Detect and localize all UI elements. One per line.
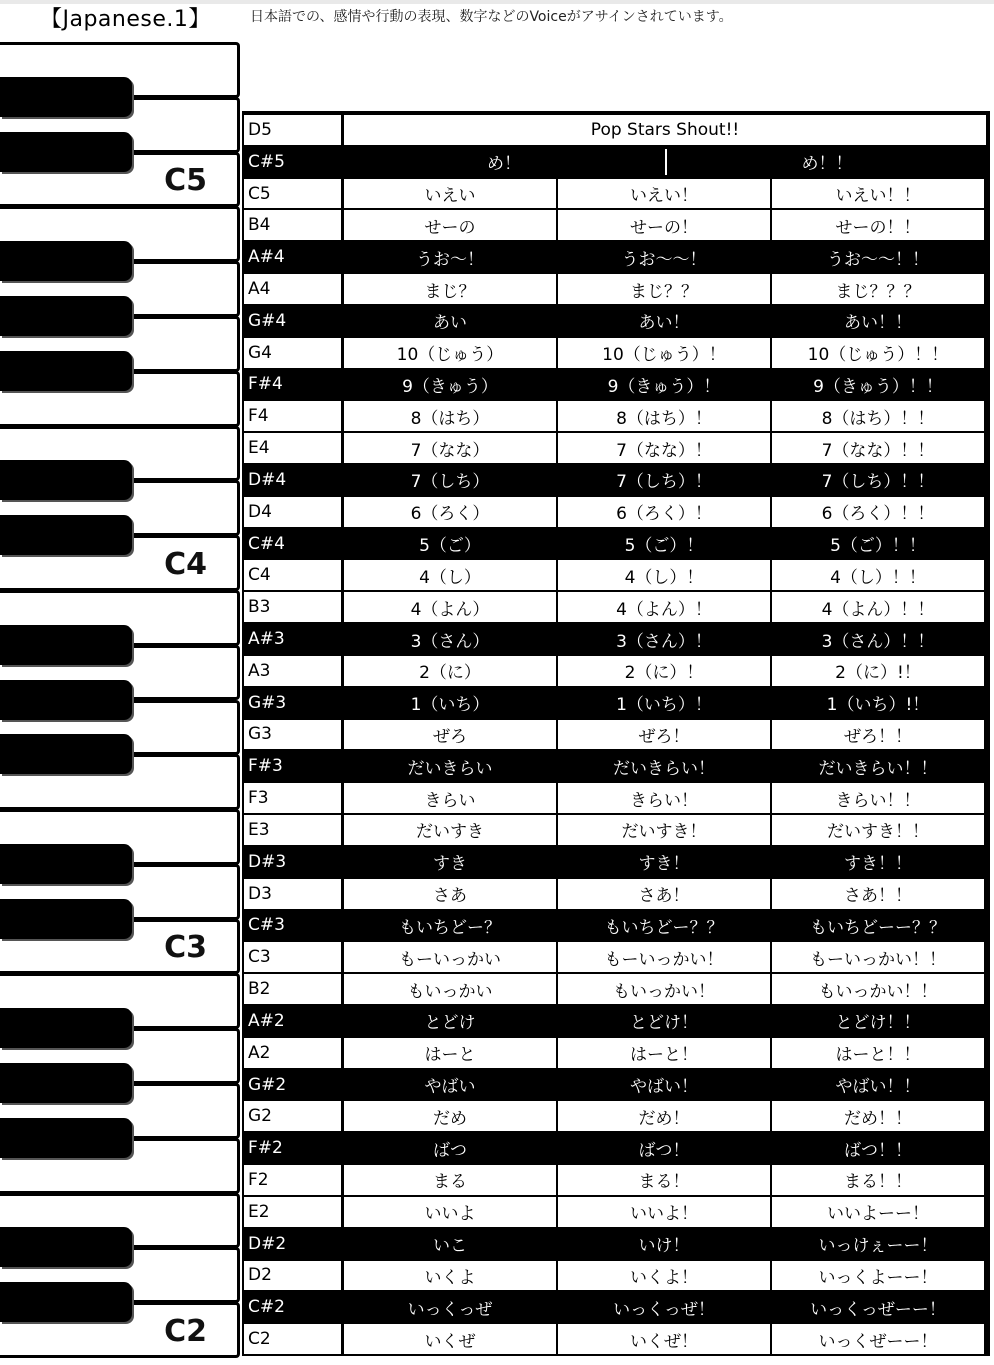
voice-cell: さあ	[344, 879, 556, 909]
voice-cell: もーいっかい！！	[772, 942, 984, 972]
voice-cell: まる	[344, 1165, 556, 1195]
voice-cell: いっくっぜーー！	[772, 1292, 984, 1322]
table-row	[242, 846, 990, 878]
voice-cell: 9（きゅう）！！	[772, 370, 984, 400]
table-row	[242, 1291, 990, 1323]
note-cell: F#2	[244, 1133, 341, 1163]
table-row	[242, 878, 990, 910]
note-cell: B4	[244, 210, 341, 240]
voice-cell: あい	[344, 306, 556, 336]
table-row	[242, 1037, 990, 1069]
note-cell: C#4	[244, 529, 341, 559]
note-cell: C2	[244, 1324, 341, 1354]
table-row	[242, 209, 990, 241]
piano-keyboard	[0, 0, 245, 1365]
voice-cell: だいすき！	[558, 815, 770, 845]
note-cell: C#2	[244, 1292, 341, 1322]
voice-cell: 7（しち）！	[558, 465, 770, 495]
voice-cell: とどけ！	[558, 1006, 770, 1036]
voice-cell: 8（はち）！	[558, 401, 770, 431]
voice-cell: だいすき！！	[772, 815, 984, 845]
octave-label: C4	[164, 546, 207, 582]
voice-cell: もーいっかい	[344, 942, 556, 972]
voice-cell: 4（し）	[344, 560, 556, 590]
black-key[interactable]	[0, 680, 132, 720]
voice-cell: 4（し）！！	[772, 560, 984, 590]
note-cell: B3	[244, 592, 341, 622]
voice-cell: 5（ご）！！	[772, 529, 984, 559]
table-row	[242, 496, 990, 528]
note-cell: D#3	[244, 847, 341, 877]
voice-cell: 4（よん）！	[558, 592, 770, 622]
voice-cell: 4（し）！	[558, 560, 770, 590]
voice-cell: 1（いち）	[344, 688, 556, 718]
voice-cell: 10（じゅう）！！	[772, 338, 984, 368]
voice-cell: もいちどー？？	[558, 911, 770, 941]
voice-cell: はーと！！	[772, 1038, 984, 1068]
voice-cell: 7（なな）！！	[772, 433, 984, 463]
voice-cell: あい！	[558, 306, 770, 336]
note-cell: G3	[244, 720, 341, 750]
voice-cell: すき！	[558, 847, 770, 877]
voice-cell: いくよ！	[558, 1261, 770, 1291]
note-cell: D4	[244, 497, 341, 527]
table-row	[242, 241, 990, 273]
page-title: 【Japanese.1】	[40, 7, 211, 32]
note-cell: G4	[244, 338, 341, 368]
voice-cell: きらい	[344, 783, 556, 813]
table-row	[242, 114, 990, 146]
voice-cell: ばつ	[344, 1133, 556, 1163]
voice-cell: いくよ	[344, 1261, 556, 1291]
voice-cell: 9（きゅう）！	[558, 370, 770, 400]
voice-cell: 8（はち）	[344, 401, 556, 431]
voice-cell: さあ！！	[772, 879, 984, 909]
voice-cell: やばい	[344, 1070, 556, 1100]
voice-cell: いいよーー！	[772, 1197, 984, 1227]
voice-cell: せーの！！	[772, 210, 984, 240]
note-cell: F#4	[244, 370, 341, 400]
voice-table	[242, 111, 990, 1356]
voice-cell: いくぜ	[344, 1324, 556, 1354]
black-key[interactable]	[0, 132, 132, 172]
table-row	[242, 719, 990, 751]
voice-cell: だいきらい！！	[772, 751, 984, 781]
black-key[interactable]	[0, 515, 132, 555]
voice-cell: いくぜ！	[558, 1324, 770, 1354]
note-cell: D#2	[244, 1229, 341, 1259]
black-key[interactable]	[0, 1227, 132, 1267]
pair-divider	[665, 149, 667, 175]
table-row	[242, 559, 990, 591]
voice-cell: はーと！	[558, 1038, 770, 1068]
page-description: 日本語での、感情や行動の表現、数字などのVoiceがアサインされています。	[250, 9, 733, 25]
table-row	[242, 305, 990, 337]
table-row	[242, 1100, 990, 1132]
voice-cell: やばい！	[558, 1070, 770, 1100]
black-key[interactable]	[0, 460, 132, 500]
note-cell: D5	[244, 115, 341, 145]
note-cell: G#3	[244, 688, 341, 718]
voice-cell: だいきらい！	[558, 751, 770, 781]
table-row	[242, 1260, 990, 1292]
voice-cell: だいすき	[344, 815, 556, 845]
table-row	[242, 1196, 990, 1228]
voice-cell: 7（なな）	[344, 433, 556, 463]
black-key[interactable]	[0, 1063, 132, 1103]
voice-cell: 7（なな）！	[558, 433, 770, 463]
voice-cell: もいっかい！	[558, 974, 770, 1004]
voice-cell: 2（に）	[344, 656, 556, 686]
voice-cell: いえい	[344, 179, 556, 209]
voice-cell: Pop Stars Shout!!	[344, 115, 986, 145]
voice-cell: いけ！	[558, 1229, 770, 1259]
voice-cell: もーいっかい！	[558, 942, 770, 972]
voice-cell: まる！	[558, 1165, 770, 1195]
note-cell: C#5	[244, 147, 341, 177]
table-row	[242, 146, 990, 178]
black-key[interactable]	[0, 351, 132, 391]
voice-cell: 4（よん）！！	[772, 592, 984, 622]
table-row	[242, 1164, 990, 1196]
note-cell: A#2	[244, 1006, 341, 1036]
voice-cell: きらい！！	[772, 783, 984, 813]
table-row	[242, 528, 990, 560]
note-cell: F2	[244, 1165, 341, 1195]
voice-cell: さあ！	[558, 879, 770, 909]
octave-label: C3	[164, 930, 207, 966]
voice-cell: 1（いち）！	[558, 688, 770, 718]
voice-cell: ぜろ	[344, 720, 556, 750]
table-row	[242, 273, 990, 305]
voice-cell: だいきらい	[344, 751, 556, 781]
voice-cell: いっくっぜ	[344, 1292, 556, 1322]
black-key[interactable]	[0, 241, 132, 281]
voice-cell: もいちどー？	[344, 911, 556, 941]
note-cell: C3	[244, 942, 341, 972]
voice-cell: まる！！	[772, 1165, 984, 1195]
table-row	[242, 941, 990, 973]
voice-cell: まじ？？？	[772, 274, 984, 304]
voice-cell: とどけ	[344, 1006, 556, 1036]
voice-cell: 3（さん）	[344, 624, 556, 654]
voice-cell: いっくよーー！	[772, 1261, 984, 1291]
black-key[interactable]	[0, 77, 132, 117]
note-cell: E4	[244, 433, 341, 463]
table-row	[242, 814, 990, 846]
voice-cell: 1（いち）!！	[772, 688, 984, 718]
voice-cell: 6（ろく）	[344, 497, 556, 527]
voice-cell: 2（に）!！	[772, 656, 984, 686]
note-cell: C#3	[244, 911, 341, 941]
note-cell: G#2	[244, 1070, 341, 1100]
octave-label: C2	[164, 1313, 207, 1349]
voice-cell: とどけ！！	[772, 1006, 984, 1036]
table-row	[242, 687, 990, 719]
table-row	[242, 432, 990, 464]
voice-cell: ぜろ！！	[772, 720, 984, 750]
table-row	[242, 591, 990, 623]
table-row	[242, 1323, 990, 1355]
voice-cell: だめ！	[558, 1101, 770, 1131]
voice-cell: もいっかい	[344, 974, 556, 1004]
voice-cell: いっくぜーー！	[772, 1324, 984, 1354]
table-row	[242, 655, 990, 687]
note-cell: G#4	[244, 306, 341, 336]
table-row	[242, 623, 990, 655]
voice-cell: あい！！	[772, 306, 984, 336]
table-row	[242, 337, 990, 369]
table-row	[242, 782, 990, 814]
voice-cell: 8（はち）！！	[772, 401, 984, 431]
note-cell: E3	[244, 815, 341, 845]
voice-cell: すき	[344, 847, 556, 877]
table-row	[242, 1005, 990, 1037]
table-row	[242, 1228, 990, 1260]
voice-cell: もいっかい！！	[772, 974, 984, 1004]
voice-cell: いえい！！	[772, 179, 984, 209]
black-key[interactable]	[0, 844, 132, 884]
voice-cell: ばつ！！	[772, 1133, 984, 1163]
octave-label: C5	[164, 163, 207, 199]
note-cell: F4	[244, 401, 341, 431]
voice-cell: 5（ご）！	[558, 529, 770, 559]
voice-cell: すき！！	[772, 847, 984, 877]
note-cell: A4	[244, 274, 341, 304]
table-row	[242, 910, 990, 942]
table-row	[242, 1069, 990, 1101]
voice-cell: いいよ！	[558, 1197, 770, 1227]
voice-cell: せーの！	[558, 210, 770, 240]
note-cell: C5	[244, 179, 341, 209]
voice-cell: いいよ	[344, 1197, 556, 1227]
voice-cell: うお〜！	[344, 242, 556, 272]
black-key[interactable]	[0, 296, 132, 336]
black-key[interactable]	[0, 1008, 132, 1048]
voice-cell: 6（ろく）！！	[772, 497, 984, 527]
voice-cell: まじ？	[344, 274, 556, 304]
note-cell: A#3	[244, 624, 341, 654]
voice-cell: 5（ご）	[344, 529, 556, 559]
note-cell: G2	[244, 1101, 341, 1131]
note-cell: A3	[244, 656, 341, 686]
voice-cell: やばい！！	[772, 1070, 984, 1100]
note-cell: E2	[244, 1197, 341, 1227]
voice-cell: ぜろ！	[558, 720, 770, 750]
voice-cell: うお〜〜！！	[772, 242, 984, 272]
voice-cell: 3（さん）！！	[772, 624, 984, 654]
black-key[interactable]	[0, 625, 132, 665]
note-cell: A2	[244, 1038, 341, 1068]
table-row	[242, 400, 990, 432]
voice-cell: 10（じゅう）	[344, 338, 556, 368]
note-cell: D#4	[244, 465, 341, 495]
note-cell: F3	[244, 783, 341, 813]
table-row	[242, 973, 990, 1005]
voice-cell: はーと	[344, 1038, 556, 1068]
voice-cell: いっくっぜ！	[558, 1292, 770, 1322]
voice-cell: 2（に）！	[558, 656, 770, 686]
note-cell: B2	[244, 974, 341, 1004]
voice-cell: いえい！	[558, 179, 770, 209]
black-key[interactable]	[0, 899, 132, 939]
voice-cell: せーの	[344, 210, 556, 240]
voice-cell: 7（しち）	[344, 465, 556, 495]
voice-cell: いこ	[344, 1229, 556, 1259]
table-row	[242, 369, 990, 401]
voice-cell: 3（さん）！	[558, 624, 770, 654]
black-key[interactable]	[0, 1118, 132, 1158]
table-row	[242, 1132, 990, 1164]
voice-cell: いっけぇーー！	[772, 1229, 984, 1259]
voice-cell: め！	[344, 147, 664, 177]
voice-cell: もいちどーー？？	[772, 911, 984, 941]
voice-cell: だめ！！	[772, 1101, 984, 1131]
black-key[interactable]	[0, 1282, 132, 1322]
voice-cell: まじ？？	[558, 274, 770, 304]
voice-cell: うお〜〜！	[558, 242, 770, 272]
table-row	[242, 464, 990, 496]
voice-cell: ばつ！	[558, 1133, 770, 1163]
voice-cell: 7（しち）！！	[772, 465, 984, 495]
voice-cell: だめ	[344, 1101, 556, 1131]
voice-cell: 6（ろく）！	[558, 497, 770, 527]
table-row	[242, 178, 990, 210]
note-cell: D2	[244, 1261, 341, 1291]
voice-cell: 4（よん）	[344, 592, 556, 622]
black-key[interactable]	[0, 734, 132, 774]
note-cell: F#3	[244, 751, 341, 781]
table-row	[242, 750, 990, 782]
note-cell: D3	[244, 879, 341, 909]
note-cell: C4	[244, 560, 341, 590]
voice-cell: 9（きゅう）	[344, 370, 556, 400]
voice-cell: め！！	[667, 147, 987, 177]
note-cell: A#4	[244, 242, 341, 272]
voice-cell: きらい！	[558, 783, 770, 813]
voice-cell: 10（じゅう）！	[558, 338, 770, 368]
